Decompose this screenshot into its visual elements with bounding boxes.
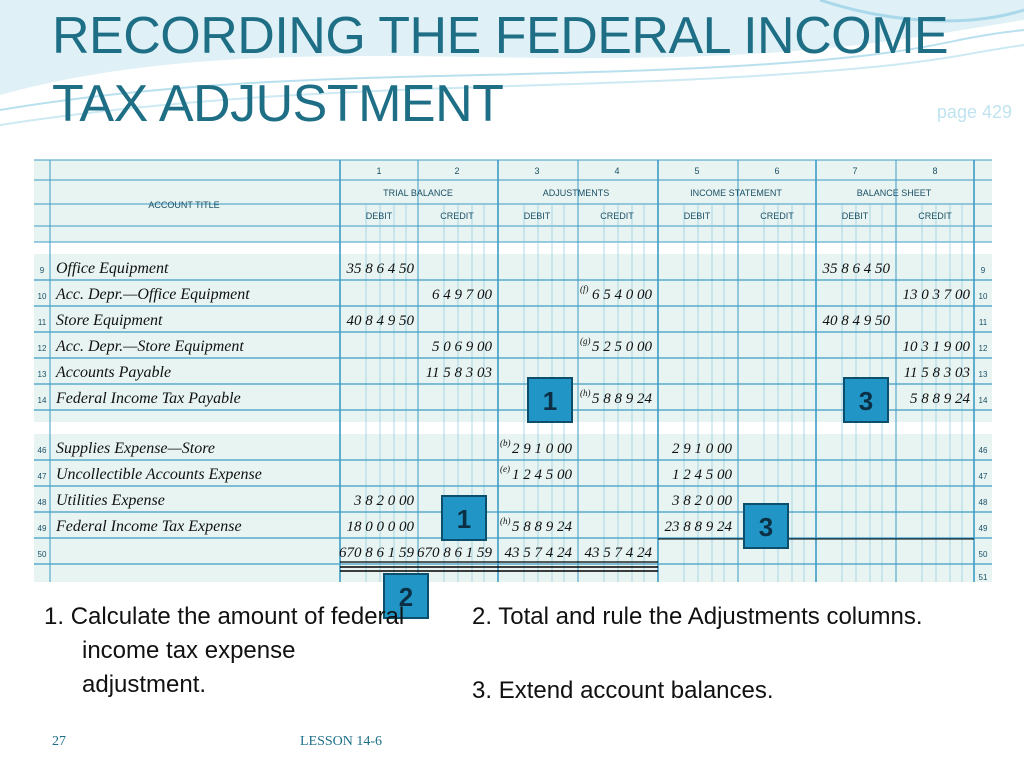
top-row-account-13: Accounts Payable <box>56 364 172 381</box>
top-row-account-14: Federal Income Tax Payable <box>56 390 241 407</box>
column-number-1: 1 <box>376 166 382 176</box>
sub-header-4: CREDIT <box>600 211 634 221</box>
top-row-adj_credit-12: 5 2 5 0 00 <box>592 339 652 355</box>
bottom-row-account-48: Utilities Expense <box>56 492 165 509</box>
top-row-account-11: Store Equipment <box>56 312 163 329</box>
top-row-line-9: 9 <box>39 266 45 275</box>
bottom-row-adj_debit-47: 1 2 4 5 00 <box>512 467 572 483</box>
top-row-tb_debit-9: 35 8 6 4 50 <box>346 261 414 277</box>
worksheet-image <box>34 160 992 612</box>
group-header-3: INCOME STATEMENT <box>690 188 782 198</box>
callout-1-top-label: 1 <box>542 386 558 416</box>
bottom-row-adj_credit-50: 43 5 7 4 24 <box>584 545 652 561</box>
top-row-line-right-10: 10 <box>978 292 988 301</box>
bottom-row-adj-letter-49: (h) <box>500 516 511 526</box>
top-row-account-10: Acc. Depr.—Office Equipment <box>56 286 250 303</box>
top-row-line-12: 12 <box>37 344 47 353</box>
top-row-line-right-14: 14 <box>978 396 988 405</box>
top-row-line-right-12: 12 <box>978 344 988 353</box>
bottom-row-adj_debit-46: 2 9 1 0 00 <box>512 441 572 457</box>
top-row-bs_credit-14: 5 8 8 9 24 <box>910 391 970 407</box>
group-header-2: ADJUSTMENTS <box>542 188 610 198</box>
bottom-row-account-46: Supplies Expense—Store <box>56 440 215 457</box>
step-2-text <box>472 600 980 634</box>
step-1-text <box>44 600 412 702</box>
step-2-description: Total and rule the Adjustments columns. <box>498 603 923 630</box>
top-row-line-right-13: 13 <box>978 370 988 379</box>
slide-title-line-2: TAX ADJUSTMENT <box>52 75 504 133</box>
column-number-7: 7 <box>852 166 858 176</box>
top-row-line-right-9: 9 <box>980 266 986 275</box>
sub-header-6: CREDIT <box>760 211 794 221</box>
callout-3-top-label: 3 <box>858 386 874 416</box>
column-number-8: 8 <box>932 166 938 176</box>
bottom-row-tb_credit-50: 670 8 6 1 59 <box>417 545 492 561</box>
bottom-row-line-right-50: 50 <box>978 550 988 559</box>
top-row-account-9: Office Equipment <box>56 260 169 277</box>
bottom-row-tb_debit-49: 18 0 0 0 00 <box>346 519 414 535</box>
callout-2-label: 2 <box>398 582 414 612</box>
top-row-account-12: Acc. Depr.—Store Equipment <box>56 338 244 355</box>
column-number-5: 5 <box>694 166 700 176</box>
bottom-row-is_debit-49: 23 8 8 9 24 <box>664 519 732 535</box>
top-row-bs_credit-12: 10 3 1 9 00 <box>902 339 970 355</box>
callout-1-bottom-label: 1 <box>456 504 472 534</box>
bottom-row-line-right-48: 48 <box>978 498 988 507</box>
top-row-adj-letter-12: (g) <box>580 336 591 346</box>
sub-header-8: CREDIT <box>918 211 952 221</box>
sub-header-7: DEBIT <box>841 211 869 221</box>
bottom-row-is_debit-46: 2 9 1 0 00 <box>672 441 732 457</box>
group-header-4: BALANCE SHEET <box>856 188 932 198</box>
bottom-row-is_debit-47: 1 2 4 5 00 <box>672 467 732 483</box>
step-2-number: 2. <box>472 603 493 630</box>
bottom-row-line-right-47: 47 <box>978 472 988 481</box>
column-number-3: 3 <box>534 166 540 176</box>
top-row-bs_debit-11: 40 8 4 9 50 <box>822 313 890 329</box>
top-row-adj-letter-14: (h) <box>580 388 591 398</box>
slide-title <box>52 2 992 138</box>
sub-header-3: DEBIT <box>523 211 551 221</box>
bottom-row-adj_debit-50: 43 5 7 4 24 <box>504 545 572 561</box>
top-row-adj_credit-10: 6 5 4 0 00 <box>592 287 652 303</box>
bottom-row-account-49: Federal Income Tax Expense <box>56 518 242 535</box>
callout-3-bottom-label: 3 <box>758 512 774 542</box>
bottom-row-line-50: 50 <box>37 550 47 559</box>
lesson-label: LESSON 14-6 <box>300 734 383 749</box>
column-number-4: 4 <box>614 166 620 176</box>
bottom-row-line-48: 48 <box>37 498 47 507</box>
top-row-line-11: 11 <box>37 318 47 327</box>
line-51-right: 51 <box>978 573 988 582</box>
column-number-2: 2 <box>454 166 460 176</box>
step-1-number: 1. <box>44 603 65 630</box>
bottom-row-line-46: 46 <box>37 446 47 455</box>
page-reference: page 429 <box>936 102 1012 122</box>
top-row-line-13: 13 <box>37 370 47 379</box>
bottom-row-adj_debit-49: 5 8 8 9 24 <box>512 519 572 535</box>
bottom-row-line-right-46: 46 <box>978 446 988 455</box>
bottom-row-adj-letter-46: (b) <box>500 438 511 448</box>
step-3-number: 3. <box>472 677 493 704</box>
top-row-bs_debit-9: 35 8 6 4 50 <box>822 261 890 277</box>
top-row-adj_credit-14: 5 8 8 9 24 <box>592 391 652 407</box>
top-row-line-right-11: 11 <box>978 318 988 327</box>
slide-title-line-1: RECORDING THE FEDERAL INCOME <box>52 7 949 65</box>
top-row-bs_credit-10: 13 0 3 7 00 <box>902 287 970 303</box>
step-1-description: Calculate the amount of federal income tax expense adjustment. <box>70 603 405 698</box>
slide-number: 27 <box>52 734 66 749</box>
bottom-row-tb_debit-48: 3 8 2 0 00 <box>354 493 414 509</box>
top-row-bs_credit-13: 11 5 8 3 03 <box>903 365 970 381</box>
bottom-row-line-47: 47 <box>37 472 47 481</box>
sub-header-2: CREDIT <box>440 211 474 221</box>
sub-header-1: DEBIT <box>365 211 393 221</box>
column-number-6: 6 <box>774 166 780 176</box>
top-row-line-14: 14 <box>37 396 47 405</box>
step-3-description: Extend account balances. <box>498 677 774 704</box>
top-row-tb_credit-10: 6 4 9 7 00 <box>432 287 492 303</box>
top-row-tb_credit-12: 5 0 6 9 00 <box>432 339 492 355</box>
bottom-row-line-49: 49 <box>37 524 47 533</box>
step-3-text <box>472 674 980 708</box>
bottom-row-line-right-49: 49 <box>978 524 988 533</box>
top-row-tb_debit-11: 40 8 4 9 50 <box>346 313 414 329</box>
top-row-adj-letter-10: (f) <box>580 284 589 294</box>
bottom-row-adj-letter-47: (e) <box>500 464 510 474</box>
top-row-tb_credit-13: 11 5 8 3 03 <box>425 365 492 381</box>
top-row-line-10: 10 <box>37 292 47 301</box>
sub-header-5: DEBIT <box>683 211 711 221</box>
bottom-row-is_debit-48: 3 8 2 0 00 <box>672 493 732 509</box>
bottom-row-account-47: Uncollectible Accounts Expense <box>56 466 262 483</box>
bottom-row-tb_debit-50: 670 8 6 1 59 <box>339 545 414 561</box>
account-title-header: ACCOUNT TITLE <box>148 200 220 210</box>
group-header-1: TRIAL BALANCE <box>383 188 453 198</box>
